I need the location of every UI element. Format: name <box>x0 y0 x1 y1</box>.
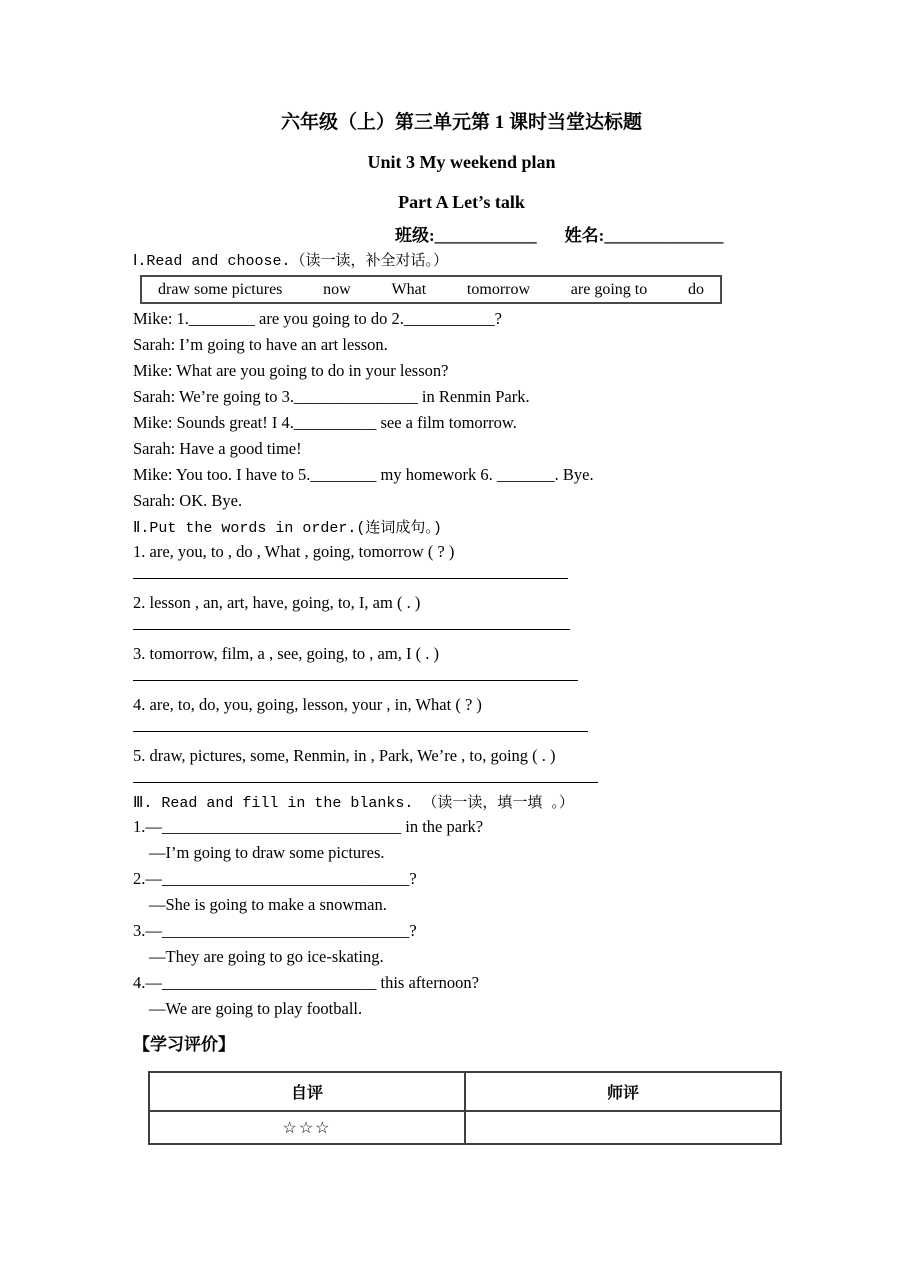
fill-question: 3.—______________________________? <box>133 921 417 940</box>
fill-answer: —She is going to make a snowman. <box>149 895 387 914</box>
fill-question: 4.—__________________________ this afternoon? <box>133 973 480 992</box>
answer-line <box>133 667 578 681</box>
order-item: 3. tomorrow, film, a , see, going, to , am, I ( . ) <box>133 644 439 663</box>
section3-block <box>133 814 790 1022</box>
dialog-line: Mike: What are you going to do in your lesson? <box>133 361 449 380</box>
fill-answer: —I’m going to draw some pictures. <box>149 843 385 862</box>
part-title: Part A Let’s talk <box>398 192 525 212</box>
answer-line <box>133 616 570 630</box>
word-bank-item: are going to <box>570 280 648 298</box>
unit-title: Unit 3 My weekend plan <box>367 152 556 172</box>
dialog-line: Mike: Sounds great! I 4.__________ see a film tomorrow. <box>133 413 517 432</box>
section3-heading: Ⅲ. Read and fill in the blanks. （读一读，填一填 。） <box>133 795 574 812</box>
dialog-line: Sarah: Have a good time! <box>133 439 302 458</box>
word-bank-item: draw some pictures <box>158 280 283 298</box>
word-bank-box <box>140 275 722 304</box>
order-item: 4. are, to, do, you, going, lesson, your , in, What ( ? ) <box>133 695 482 714</box>
dialog-line: Mike: 1.________ are you going to do 2.___________? <box>133 309 502 328</box>
dialog-line: Sarah: We’re going to 3._______________ in Renmin Park. <box>133 387 530 406</box>
section1-heading: Ⅰ.Read and choose.（读一读，补全对话。） <box>133 253 448 270</box>
answer-line <box>133 769 598 783</box>
teacher-eval-header-cell: 师评 <box>465 1072 781 1111</box>
self-eval-header-cell: 自评 <box>149 1072 465 1111</box>
doc-title: 六年级（上）第三单元第 1 课时当堂达标题 <box>280 112 642 133</box>
order-item: 5. draw, pictures, some, Renmin, in , Park, We’re , to, going ( . ) <box>133 746 556 765</box>
word-bank-item: now <box>323 280 351 298</box>
fill-question: 2.—______________________________? <box>133 869 417 888</box>
evaluation-table <box>148 1071 782 1145</box>
fill-question: 1.—_____________________________ in the park? <box>133 817 484 836</box>
answer-line <box>133 565 568 579</box>
dialog-line: Sarah: I’m going to have an art lesson. <box>133 335 388 354</box>
word-bank-item: What <box>391 280 427 298</box>
dialog-block <box>133 306 790 514</box>
student-id-line <box>133 225 790 247</box>
self-eval-stars-cell: ☆☆☆ <box>149 1111 465 1144</box>
evaluation-heading: 【学习评价】 <box>133 1035 235 1054</box>
dialog-line: Sarah: OK. Bye. <box>133 491 243 510</box>
fill-answer: —They are going to go ice-skating. <box>149 947 384 966</box>
word-bank-item: tomorrow <box>466 280 531 298</box>
order-item: 1. are, you, to , do , What , going, tomorrow ( ? ) <box>133 542 455 561</box>
answer-line <box>133 718 588 732</box>
order-item: 2. lesson , an, art, have, going, to, I, am ( . ) <box>133 593 421 612</box>
dialog-line: Mike: You too. I have to 5.________ my homework 6. _______. Bye. <box>133 465 594 484</box>
teacher-eval-empty-cell <box>465 1111 781 1144</box>
fill-answer: —We are going to play football. <box>149 999 363 1018</box>
class-field: 班级:____________ <box>395 226 537 245</box>
section2-heading: Ⅱ.Put the words in order.(连词成句。) <box>133 520 442 537</box>
section2-block <box>133 539 790 783</box>
word-bank-item: do <box>687 280 704 298</box>
name-field: 姓名:______________ <box>564 226 724 245</box>
